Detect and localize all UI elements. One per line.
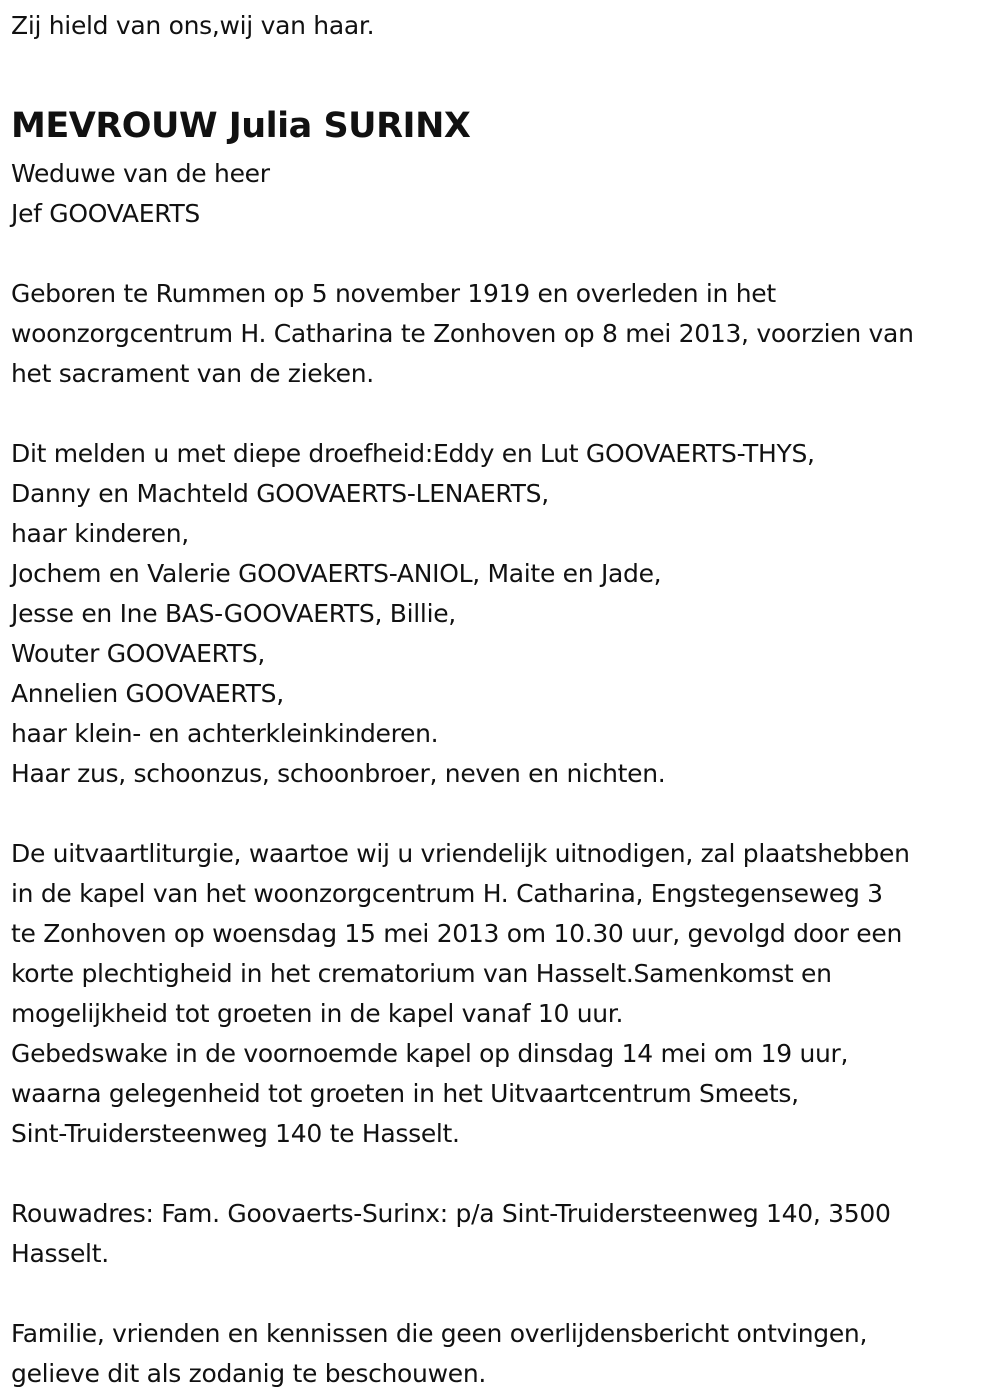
text-line: haar klein- en achterkleinkinderen. xyxy=(11,719,439,748)
text-line: het sacrament van de zieken. xyxy=(11,359,374,388)
text-line: mogelijkheid tot groeten in de kapel vanaf 10 uur. xyxy=(11,999,624,1028)
text-line: gelieve dit als zodanig te beschouwen. xyxy=(11,1359,487,1388)
text-line: Jochem en Valerie GOOVAERTS-ANIOL, Maite en Jade, xyxy=(11,559,662,588)
paragraph-gap xyxy=(11,1154,996,1194)
text-line: De uitvaartliturgie, waartoe wij u vriendelijk uitnodigen, zal plaatshebben xyxy=(11,839,910,868)
birth-death-paragraph xyxy=(11,274,996,394)
text-line: in de kapel van het woonzorgcentrum H. Catharina, Engstegenseweg 3 xyxy=(11,879,883,908)
text-line: Wouter GOOVAERTS, xyxy=(11,639,266,668)
spouse-name-line: Jef GOOVAERTS xyxy=(11,199,200,228)
text-line: Haar zus, schoonzus, schoonbroer, neven en nichten. xyxy=(11,759,666,788)
deceased-name-title: MEVROUW Julia SURINX xyxy=(11,106,471,146)
text-line: Rouwadres: Fam. Goovaerts-Surinx: p/a Sint-Truidersteenweg 140, 3500 xyxy=(11,1199,891,1228)
widow-of-line: Weduwe van de heer xyxy=(11,159,270,188)
text-line: Hasselt. xyxy=(11,1239,109,1268)
text-line: Sint-Truidersteenweg 140 te Hasselt. xyxy=(11,1119,460,1148)
text-line: waarna gelegenheid tot groeten in het Uitvaartcentrum Smeets, xyxy=(11,1079,799,1108)
address-paragraph xyxy=(11,1194,996,1274)
widow-of-section xyxy=(11,154,996,234)
text-line: korte plechtigheid in het crematorium van Hasselt.Samenkomst en xyxy=(11,959,832,988)
text-line: Annelien GOOVAERTS, xyxy=(11,679,284,708)
text-line: te Zonhoven op woensdag 15 mei 2013 om 10.30 uur, gevolgd door een xyxy=(11,919,903,948)
paragraph-gap xyxy=(11,794,996,834)
motto-line: Zij hield van ons,wij van haar. xyxy=(11,11,375,40)
text-line: haar kinderen, xyxy=(11,519,189,548)
text-line: Dit melden u met diepe droefheid:Eddy en Lut GOOVAERTS-THYS, xyxy=(11,439,815,468)
ceremony-paragraph xyxy=(11,834,996,1154)
family-paragraph xyxy=(11,434,996,794)
text-line: Familie, vrienden en kennissen die geen overlijdensbericht ontvingen, xyxy=(11,1319,868,1348)
closing-paragraph xyxy=(11,1314,996,1394)
text-line: Gebedswake in de voornoemde kapel op dinsdag 14 mei om 19 uur, xyxy=(11,1039,849,1068)
paragraph-gap xyxy=(11,1274,996,1314)
obituary-document xyxy=(11,6,996,1394)
text-line: woonzorgcentrum H. Catharina te Zonhoven op 8 mei 2013, voorzien van xyxy=(11,319,914,348)
text-line: Danny en Machteld GOOVAERTS-LENAERTS, xyxy=(11,479,549,508)
text-line: Jesse en Ine BAS-GOOVAERTS, Billie, xyxy=(11,599,456,628)
text-line: Geboren te Rummen op 5 november 1919 en overleden in het xyxy=(11,279,776,308)
paragraph-gap xyxy=(11,234,996,274)
paragraph-gap xyxy=(11,394,996,434)
